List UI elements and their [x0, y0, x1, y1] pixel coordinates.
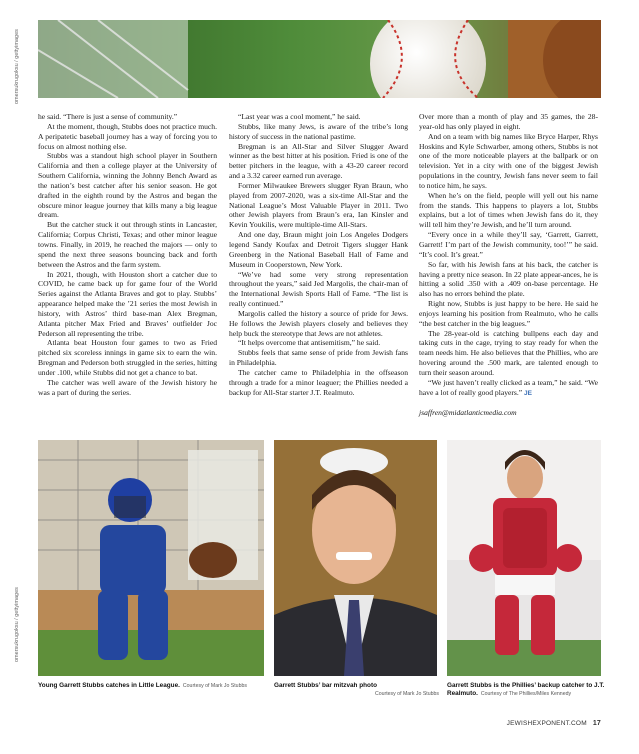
paragraph: Atlanta beat Houston four games to two as Fried pitched six scoreless innings in game six to earn the win. Bregman and Pederson both struggled in the series, hitting under .100, while Stubbs did not get a chance to bat. [38, 338, 217, 377]
caption-credit: Courtesy of Mark Jo Stubbs [182, 683, 247, 689]
article-column-1 [38, 112, 217, 397]
paragraph: he said. “There is just a sense of community.” [38, 112, 178, 121]
paragraph: So far, with his Jewish fans at his back, the catcher is having a pretty nice season. In 22 plate appear-ances, he is hitting a solid .350 with a .409 on-base percentage. He also has no errors behind the plate. [419, 259, 598, 299]
banner-photo-credit: omersukrugoksu / gettyimages [14, 29, 20, 104]
end-mark: JE [524, 389, 532, 397]
paragraph: Stubbs feels that same sense of pride from Jewish fans in Philadelphia. [229, 348, 408, 368]
baseball-banner-image [38, 20, 601, 98]
paragraph [419, 378, 598, 399]
paragraph: In 2021, though, with Houston short a catcher due to COVID, he came back up for game four of the World Series against the Atlanta Braves and got to play. Stubbs’ appearance helped make the ’21 series the most Jewish in history, with Astros’ third base-man Alex Bregman, Atlanta pitcher Max Fried and Braves’ outfielder Joc Pederson all representing the tribe. [38, 269, 217, 338]
quote-text: “We just haven’t really clicked as a team,” he said. “We have a lot of really good players.” [419, 377, 598, 397]
article-column-3 [419, 112, 598, 418]
paragraph: “Last year was a cool moment,” he said. [238, 112, 361, 121]
caption-text: Garrett Stubbs is the Phillies’ backup catcher to J.T. Realmuto. [447, 682, 605, 697]
article-column-2 [229, 112, 408, 397]
paragraph: Stubbs was a standout high school player in Southern California and then a college player at the University of Southern California, winning the Johnny Bench Award as the nation’s best catcher after his senior season. He got drafted in the eighth round by the Astros and began the obscure minor league journey that kills many a big league dream. [38, 151, 217, 220]
caption-credit: Courtesy of The Phillies/Miles Kennedy [480, 691, 572, 697]
caption-text: Garrett Stubbs’ bar mitzvah photo [274, 682, 377, 689]
author-email[interactable]: jsaffren@midatlanticmedia.com [419, 408, 517, 418]
paragraph: When he’s on the field, people will yell out his name from the stands. This happens to players a lot, Stubbs explains, but a lot of times when Jewish fans do it, they will tell him they’re Jewish, and he’ll turn around. [419, 190, 598, 230]
photo-caption-little-league [38, 682, 278, 690]
little-league-photo [38, 440, 264, 676]
paragraph: Former Milwaukee Brewers slugger Ryan Braun, who played from 2007-2020, was a six-time All-Star and the National League’s Most Valuable Player in 2011. Two other Jewish players from Braun’s era, Ian Kinsler and Kevin Youkilis, were multiple-time All-Stars. [229, 180, 408, 230]
paragraph: “Every once in a while they’ll say, ‘Garrett, Garrett, Garrett! I’m part of the Jewish community, too!’” he said. “It’s cool. It’s great.” [419, 230, 598, 259]
bar-mitzvah-photo [274, 440, 437, 676]
site-name[interactable]: JEWISHEXPONENT.COM [506, 720, 587, 727]
paragraph: And one day, Braun might join Los Angeles Dodgers legend Sandy Koufax and Detroit Tigers slugger Hank Greenberg in the National Baseball Hall of Fame and Museum in Cooperstown, New York. [229, 230, 408, 269]
paragraph: The 28-year-old is catching bullpens each day and taking cuts in the cage, trying to stay ready for when the team needs him. He also believes that the Phillies, who are hovering around the .500 mark, are talented enough to turn their season around. [419, 328, 598, 377]
paragraph: And on a team with big names like Bryce Harper, Rhys Hoskins and Kyle Schwarber, among others, Stubbs is not one of the more noticeable players at the ballpark or on television. Yet in a city with one of the biggest Jewish populations in the country, Jewish fans never seem to fail to notice him, he says. [419, 131, 598, 190]
phillies-catcher-photo [447, 440, 601, 676]
paragraph: “It helps overcome that antisemitism,” he said. [238, 338, 381, 348]
caption-credit: Courtesy of Mark Jo Stubbs [374, 691, 439, 697]
photo-caption-bar-mitzvah [274, 682, 439, 698]
paragraph: But the catcher stuck it out through stints in Lancaster, California; Corpus Christi, Texas; and other minor league towns. Finally, in 2019, he reached the majors — only to spend the next three seasons bouncing back and forth between the Astros and the farm system. [38, 220, 217, 269]
paragraph: Stubbs, like many Jews, is aware of the tribe’s long history of success in the national pastime. [229, 121, 408, 141]
photo-credit-vertical: omersukrugoksu / gettyimages [14, 587, 20, 662]
caption-text: Young Garrett Stubbs catches in Little League. [38, 682, 180, 689]
page-footer [507, 720, 601, 727]
paragraph: “We’ve had some very strong representation throughout the years,” said Jed Margolis, the chair-man of the International Jewish Sports Hall of Fame. “The list is really continued.” [229, 269, 408, 309]
paragraph: The catcher was well aware of the Jewish history he was a part of during the series. [38, 377, 217, 397]
paragraph: The catcher came to Philadelphia in the offseason through a trade for a minor leaguer; the Phillies needed a backup for All-Star starter J.T. Realmuto. [229, 367, 408, 397]
photo-caption-phillies [447, 682, 607, 698]
paragraph: Margolis called the history a source of pride for Jews. He follows the Jewish players closely and believes they help buck the stereotype that Jews are not athletes. [229, 308, 408, 338]
paragraph: Over more than a month of play and 35 games, the 28-year-old has only played in eight. [419, 112, 598, 131]
paragraph: Right now, Stubbs is just happy to be here. He said he enjoys learning his position from Realmuto, who he calls “the best catcher in the big leagues.” [419, 299, 598, 328]
paragraph: Bregman is an All-Star and Silver Slugger Award winner as the best hitter at his position. Fried is one of the better pitchers in the league, with a 43-20 career record and a 3.32 career earned run average. [229, 141, 408, 181]
page-number: 17 [592, 720, 601, 727]
paragraph: At the moment, though, Stubbs does not practice much. A peripatetic baseball journey has a way of forcing you to focus on almost nothing else. [38, 121, 217, 151]
